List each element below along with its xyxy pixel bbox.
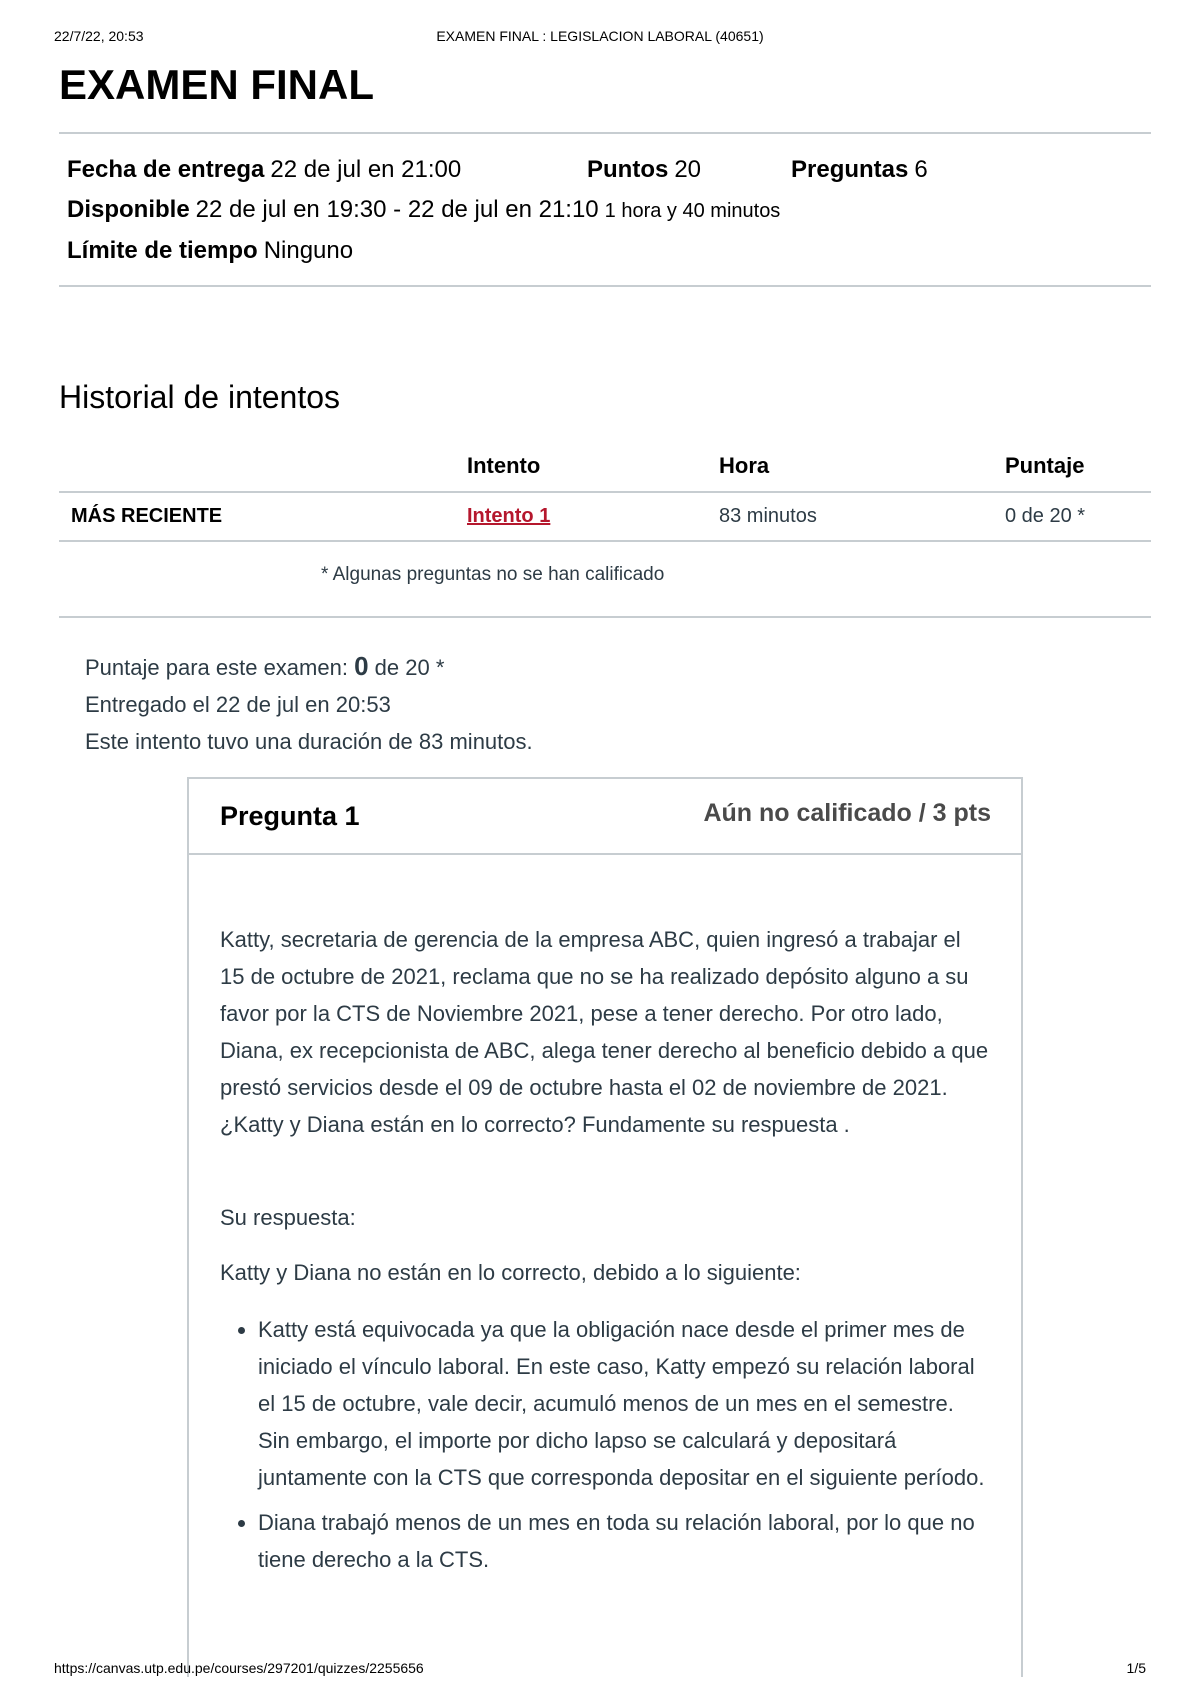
due-date-value: 22 de jul en 21:00 (270, 156, 462, 183)
column-header-score: Puntaje (993, 441, 1151, 492)
score-line (85, 648, 1151, 686)
column-header (59, 441, 455, 492)
questions-label: Preguntas (791, 156, 909, 183)
time-cell: 83 minutos (707, 492, 993, 541)
score-cell: 0 de 20 * (993, 492, 1151, 541)
row-label: MÁS RECIENTE (59, 492, 455, 541)
time-limit-value: Ninguno (263, 237, 354, 264)
detail-row-available (67, 190, 1143, 231)
quiz-details (59, 134, 1151, 285)
time-limit-label: Límite de tiempo (67, 237, 258, 264)
question-text: Katty, secretaria de gerencia de la empresa ABC, quien ingresó a trabajar el 15 de octubre de 2021, reclama que no se ha realizado depósito alguno a su favor por la CTS de Noviembre 2021, pese a tener derecho. Por otro lado, Diana, ex recepcionista de ABC, alega tener derecho al beneficio debido a que prestó servicios desde el 09 de octubre hasta el 02 de noviembre de 2021. ¿Katty y Diana están en lo correcto? Fundamente su respuesta . (220, 927, 989, 1137)
grading-footnote: * Algunas preguntas no se han calificado (59, 542, 1151, 618)
points-value: 20 (674, 156, 702, 183)
column-header-attempt: Intento (455, 441, 707, 492)
question-name: Pregunta 1 (220, 801, 360, 831)
question-header (189, 779, 1021, 855)
page-title: EXAMEN FINAL (59, 61, 374, 108)
quiz-content (59, 60, 1151, 760)
duration-line: Este intento tuvo una duración de 83 minutos. (85, 729, 533, 754)
submitted-line: Entregado el 22 de jul en 20:53 (85, 692, 391, 717)
due-date-label: Fecha de entrega (67, 156, 265, 183)
history-title: Historial de intentos (59, 379, 341, 415)
question-body (189, 855, 1021, 1578)
answer-label: Su respuesta: (220, 1205, 356, 1230)
list-item: • Diana trabajó menos de un mes en toda su relación laboral, por lo que no tiene derecho a la CTS. (258, 1504, 991, 1578)
attempt-link[interactable]: Intento 1 (467, 505, 551, 527)
page-number: 1/5 (1126, 1660, 1146, 1676)
attempt-history-table (59, 441, 1151, 542)
print-datetime: 22/7/22, 20:53 (54, 28, 144, 44)
answer-intro: Katty y Diana no están en lo correcto, debido a lo siguiente: (220, 1260, 801, 1285)
print-footer (54, 1660, 1146, 1680)
answer-list (220, 1311, 991, 1578)
print-header-title: EXAMEN FINAL : LEGISLACION LABORAL (40651) (436, 28, 764, 44)
available-value: 22 de jul en 19:30 - 22 de jul en 21:10 (195, 196, 599, 223)
column-header-time: Hora (707, 441, 993, 492)
score-value: 0 (354, 651, 369, 681)
available-duration: 1 hora y 40 minutos (604, 200, 781, 222)
print-url: https://canvas.utp.edu.pe/courses/297201/quizzes/2255656 (54, 1660, 424, 1676)
points (587, 150, 791, 190)
divider (59, 285, 1151, 287)
detail-row-due (67, 150, 1143, 190)
score-prefix: Puntaje para este examen: (85, 655, 348, 680)
table-header-row (59, 441, 1151, 492)
list-item: • Katty está equivocada ya que la obligación nace desde el primer mes de iniciado el vínculo laboral. En este caso, Katty empezó su relación laboral el 15 de octubre, vale decir, acumuló menos de un mes en el semestre. Sin embargo, el importe por dicho lapso se calculará y depositará juntamente con la CTS que corresponda depositar en el siguiente período. (258, 1311, 991, 1496)
due-date (67, 150, 587, 190)
questions-value: 6 (914, 156, 928, 183)
points-label: Puntos (587, 156, 669, 183)
question-card (187, 777, 1023, 1677)
available-label: Disponible (67, 196, 190, 223)
attempt-cell (455, 492, 707, 541)
submission-summary (59, 618, 1151, 760)
question-status: Aún no calificado / 3 pts (703, 799, 991, 827)
score-suffix: de 20 * (374, 655, 445, 680)
detail-row-time-limit (67, 231, 1143, 271)
print-header (54, 28, 1146, 48)
table-row (59, 492, 1151, 541)
questions-count (791, 150, 928, 190)
